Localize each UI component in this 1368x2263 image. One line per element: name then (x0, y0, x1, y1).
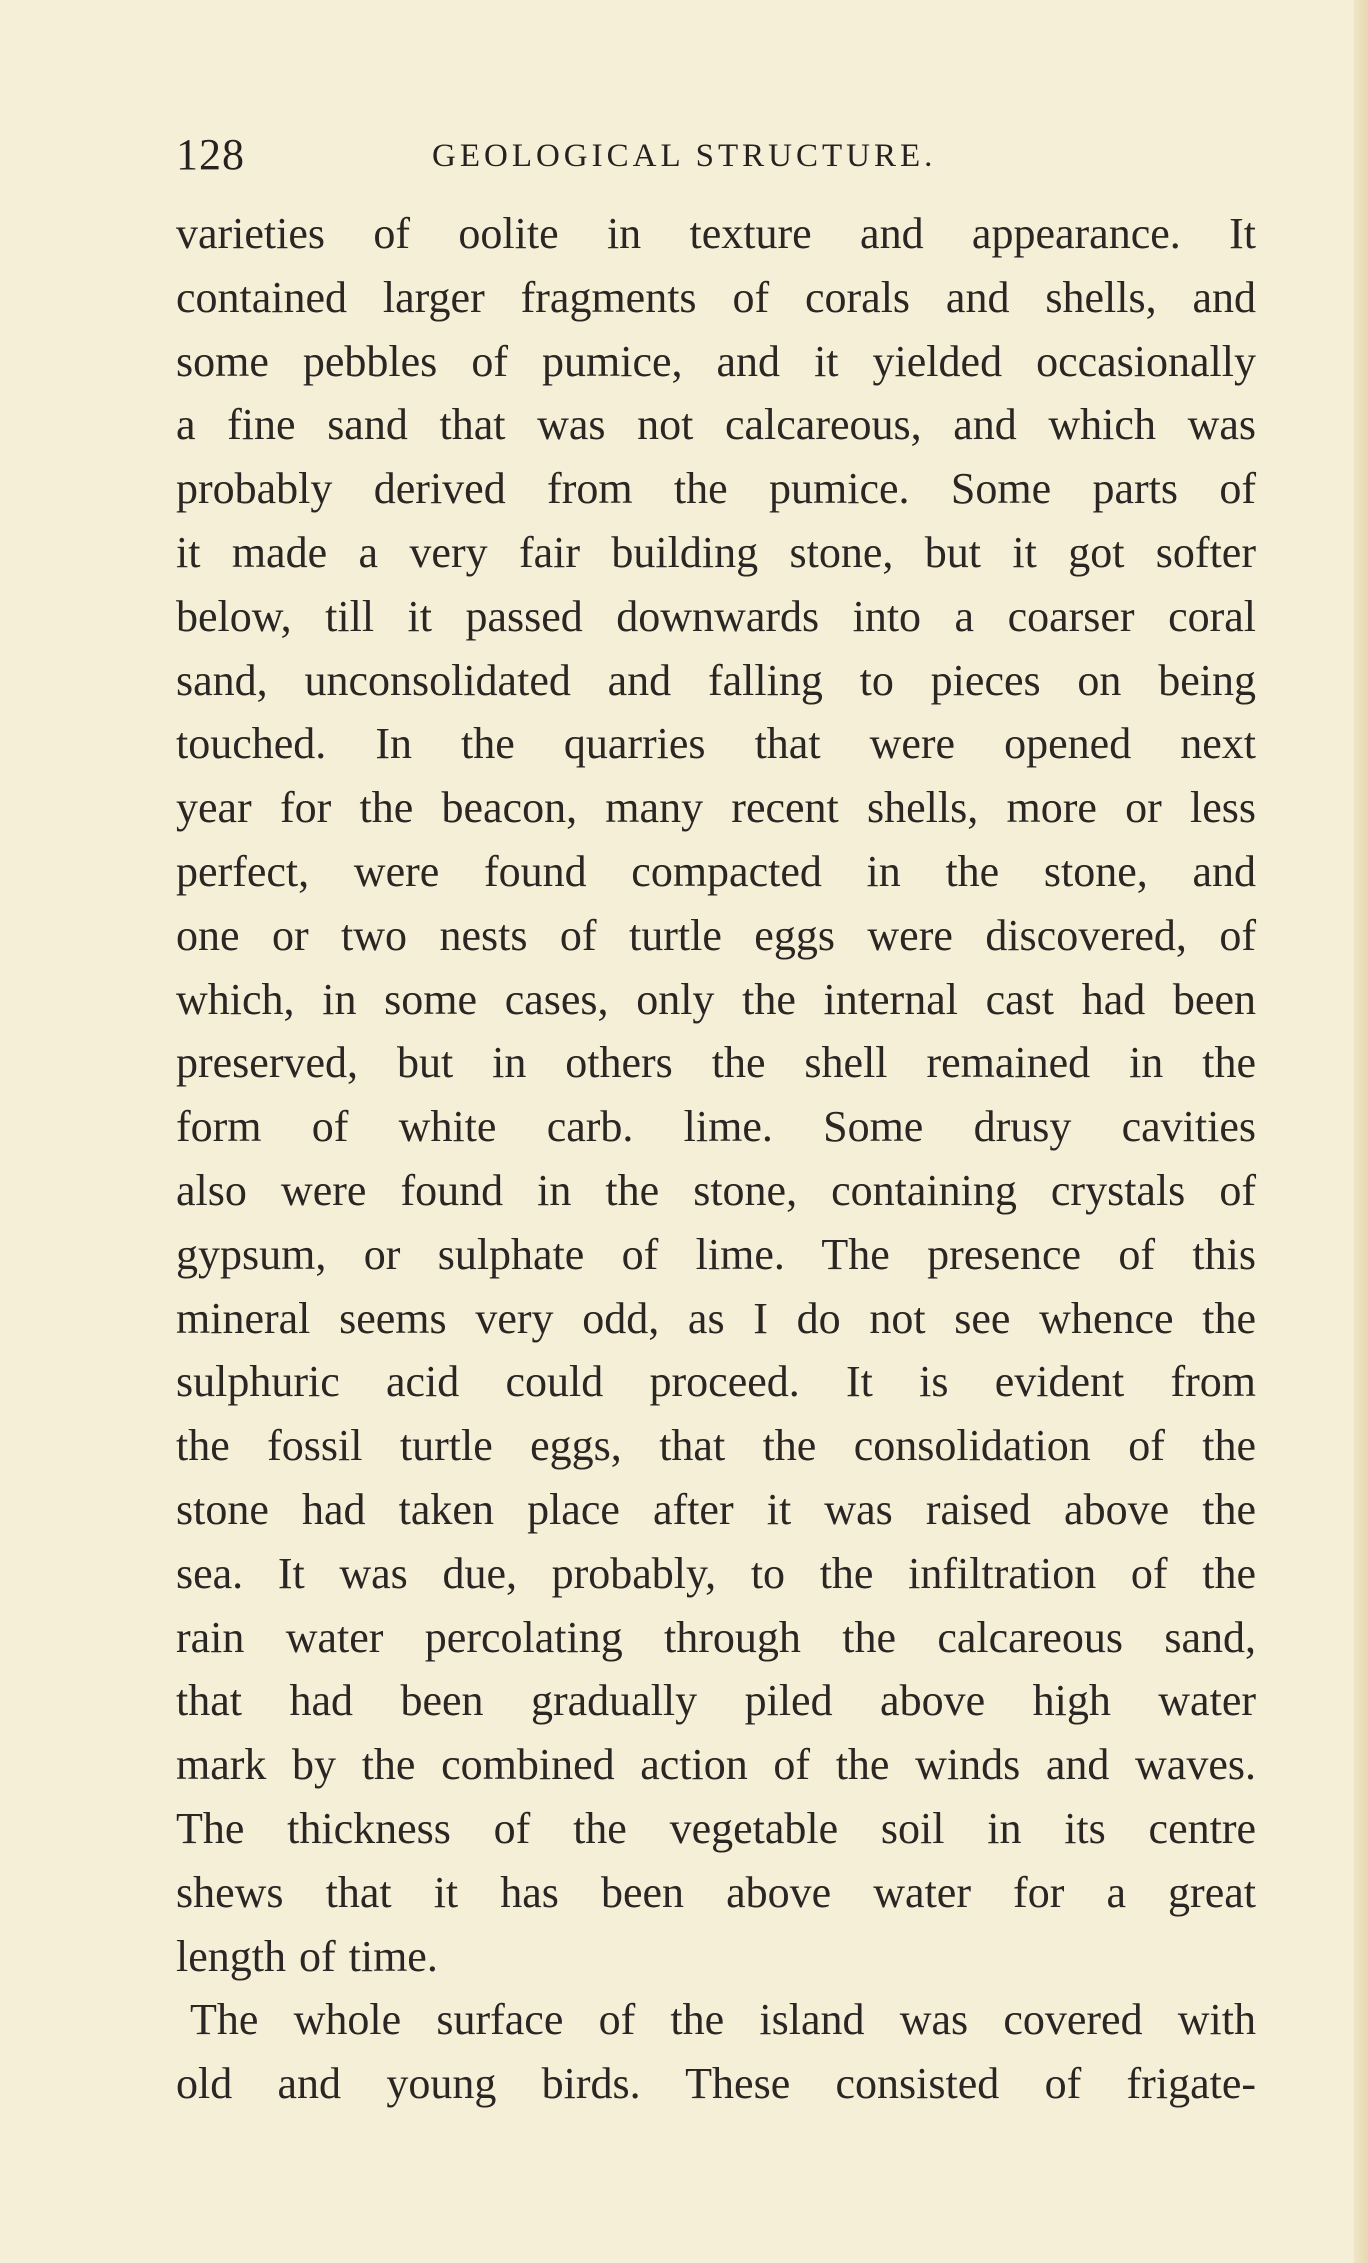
text-line: varieties of oolite in texture and appearance. It (176, 209, 1256, 258)
text-line: The whole surface of the island was covered with (190, 1995, 1256, 2045)
text-line: below, till it passed downwards into a coarser coral (176, 591, 1256, 641)
text-line: old and young birds. These consisted of frigate- (176, 2059, 1256, 2109)
text-line: length of time. (176, 1931, 438, 1981)
text-line: form of white carb. lime. Some drusy cavities (176, 1102, 1256, 1152)
text-line: the fossil turtle eggs, that the consolidation of the (176, 1421, 1256, 1471)
text-line: The thickness of the vegetable soil in its centre (176, 1803, 1256, 1853)
page-edge-shading (1354, 0, 1368, 2263)
text-line: perfect, were found compacted in the stone, and (176, 846, 1256, 896)
text-line: it made a very fair building stone, but it got softer (176, 527, 1256, 577)
text-line: a fine sand that was not calcareous, and which was (176, 400, 1256, 450)
text-line: mineral seems very odd, as I do not see whence the (176, 1293, 1256, 1343)
body-text (176, 202, 1256, 2116)
text-line: mark by the combined action of the winds and waves. (176, 1740, 1256, 1790)
text-line: rain water percolating through the calcareous sand, (176, 1612, 1256, 1662)
text-line: some pebbles of pumice, and it yielded occasionally (176, 336, 1256, 386)
text-line: sand, unconsolidated and falling to pieces on being (176, 655, 1256, 705)
text-line: sulphuric acid could proceed. It is evident from (176, 1357, 1256, 1407)
text-line: one or two nests of turtle eggs were discovered, of (176, 910, 1256, 960)
page-number: 128 (176, 130, 245, 179)
text-line: shews that it has been above water for a great (176, 1867, 1256, 1917)
text-line: contained larger fragments of corals and shells, and (176, 272, 1256, 322)
text-line: sea. It was due, probably, to the infiltration of the (176, 1548, 1256, 1598)
text-line: which, in some cases, only the internal cast had been (176, 974, 1256, 1024)
text-line: also were found in the stone, containing crystals of (176, 1165, 1256, 1215)
text-line: year for the beacon, many recent shells, more or less (176, 783, 1256, 833)
text-line: preserved, but in others the shell remained in the (176, 1038, 1256, 1088)
text-line: probably derived from the pumice. Some parts of (176, 464, 1256, 514)
text-line: stone had taken place after it was raised above the (176, 1484, 1256, 1534)
text-line: touched. In the quarries that were opened next (176, 719, 1256, 769)
text-line: that had been gradually piled above high water (176, 1676, 1256, 1726)
page-header (176, 120, 1256, 190)
text-line: gypsum, or sulphate of lime. The presence of this (176, 1229, 1256, 1279)
running-head: GEOLOGICAL STRUCTURE. (432, 138, 937, 174)
